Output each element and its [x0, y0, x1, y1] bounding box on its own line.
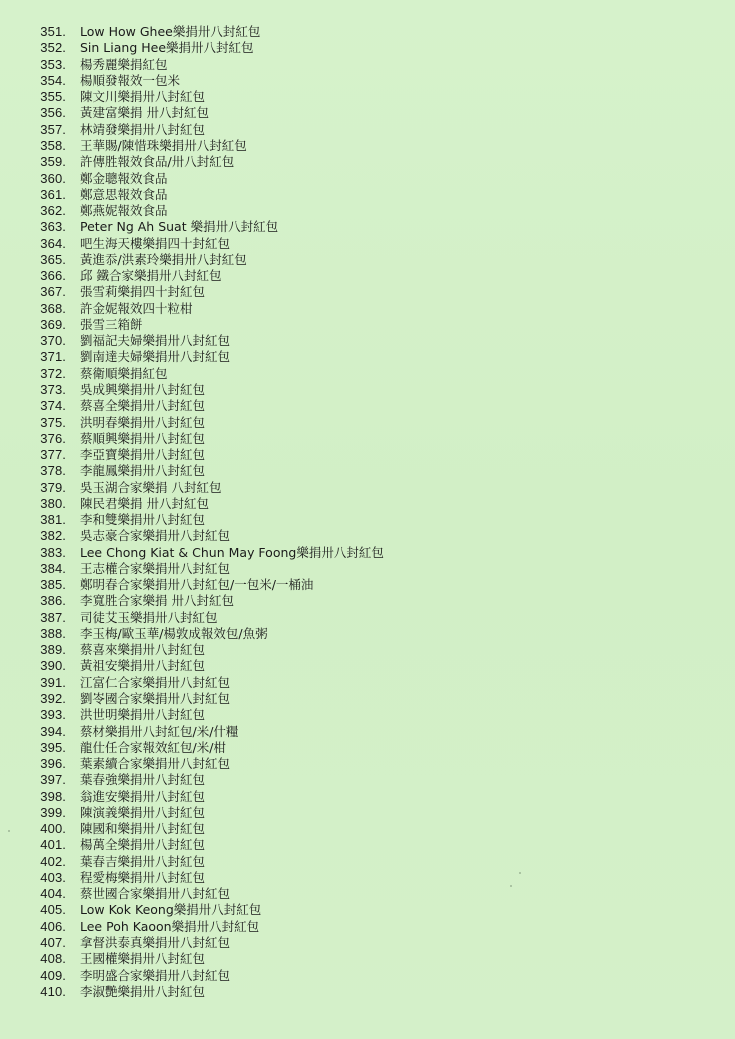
entry-text: 張雪莉樂捐四十封紅包 — [80, 284, 206, 300]
entry-text: Low How Ghee樂捐卅八封紅包 — [80, 24, 261, 40]
list-item — [0, 301, 735, 317]
entry-text: 楊秀麗樂捐紅包 — [80, 56, 168, 72]
entry-text: 蔡順興樂捐卅八封紅包 — [80, 430, 206, 446]
list-item — [0, 870, 735, 886]
list-item — [0, 203, 735, 219]
entry-number: 373. — [40, 381, 66, 397]
entry-text: 鄭金聰報效食品 — [80, 170, 168, 186]
list-item — [0, 154, 735, 170]
entry-number: 404. — [40, 886, 66, 902]
list-item — [0, 707, 735, 723]
list-item — [0, 740, 735, 756]
list-item — [0, 447, 735, 463]
list-item — [0, 235, 735, 251]
entry-text: 劉岺國合家樂捐卅八封紅包 — [80, 691, 231, 707]
entry-text: 楊順發報效一包米 — [80, 72, 181, 88]
entry-number: 358. — [40, 137, 66, 153]
entry-text: Low Kok Keong樂捐卅八封紅包 — [80, 902, 262, 918]
list-item — [0, 951, 735, 967]
list-item — [0, 105, 735, 121]
list-item — [0, 463, 735, 479]
entry-text: 吧生海天樓樂捐四十封紅包 — [80, 235, 231, 251]
entry-number: 402. — [40, 853, 66, 869]
entry-text: 王華賜/陳惜珠樂捐卅八封紅包 — [80, 137, 247, 153]
entry-number: 384. — [40, 560, 66, 576]
list-item — [0, 788, 735, 804]
entry-text: 鄭燕妮報效食品 — [80, 203, 168, 219]
list-item — [0, 24, 735, 40]
entry-number: 398. — [40, 788, 66, 804]
entry-text: 李寬胜合家樂捐 卅八封紅包 — [80, 593, 234, 609]
list-item — [0, 57, 735, 73]
entry-number: 381. — [40, 512, 66, 528]
entry-number: 405. — [40, 902, 66, 918]
entry-number: 397. — [40, 772, 66, 788]
entry-text: 林靖發樂捐卅八封紅包 — [80, 121, 206, 137]
entry-number: 351. — [40, 24, 66, 40]
entry-text: 鄭明春合家樂捐卅八封紅包/一包米/一桶油 — [80, 577, 314, 593]
donor-list — [0, 24, 735, 1000]
list-item — [0, 219, 735, 235]
entry-number: 403. — [40, 869, 66, 885]
list-item — [0, 967, 735, 983]
list-item — [0, 170, 735, 186]
list-item — [0, 837, 735, 853]
list-item — [0, 919, 735, 935]
entry-number: 357. — [40, 121, 66, 137]
entry-text: 王國權樂捐卅八封紅包 — [80, 951, 206, 967]
entry-text: 許傳胜報效食品/卅八封紅包 — [80, 154, 235, 170]
entry-text: 黃進忝/洪素玲樂捐卅八封紅包 — [80, 251, 247, 267]
entry-text: 張雪三箱餅 — [80, 316, 143, 332]
entry-number: 407. — [40, 935, 66, 950]
list-item — [0, 496, 735, 512]
entry-text: 蔡喜來樂捐卅八封紅包 — [80, 642, 206, 658]
entry-text: 李亞寶樂捐卅八封紅包 — [80, 447, 206, 463]
entry-text: 李龍鳳樂捐卅八封紅包 — [80, 463, 206, 479]
entry-number: 383. — [40, 544, 66, 560]
entry-number: 364. — [40, 235, 66, 251]
entry-text: 司徒艾玉樂捐卅八封紅包 — [80, 609, 218, 625]
entry-number: 382. — [40, 528, 66, 544]
entry-number: 353. — [40, 56, 66, 72]
entry-text: 葉春強樂捐卅八封紅包 — [80, 772, 206, 788]
list-item — [0, 805, 735, 821]
entry-number: 401. — [40, 837, 66, 853]
entry-number: 410. — [40, 983, 66, 999]
entry-text: 劉南達夫婦樂捐卅八封紅包 — [80, 349, 231, 365]
entry-number: 378. — [40, 463, 66, 479]
entry-number: 377. — [40, 447, 66, 463]
list-item — [0, 545, 735, 561]
entry-number: 396. — [40, 756, 66, 772]
entry-text: Peter Ng Ah Suat 樂捐卅八封紅包 — [80, 219, 279, 235]
entry-text: 龍仕任合家報效紅包/米/柑 — [80, 739, 226, 755]
paper-speck — [8, 830, 10, 832]
list-item — [0, 528, 735, 544]
entry-text: 鄭意思報效食品 — [80, 186, 168, 202]
entry-number: 394. — [40, 723, 66, 739]
paper-speck — [519, 872, 521, 874]
list-item — [0, 138, 735, 154]
entry-number: 374. — [40, 398, 66, 414]
entry-number: 356. — [40, 105, 66, 121]
entry-text: 許金妮報效四十粒柑 — [80, 300, 193, 316]
entry-text: Lee Poh Kaoon樂捐卅八封紅包 — [80, 918, 260, 934]
entry-number: 355. — [40, 89, 66, 105]
list-item — [0, 984, 735, 1000]
entry-number: 363. — [40, 219, 66, 235]
list-item — [0, 626, 735, 642]
entry-text: 洪世明樂捐卅八封紅包 — [80, 707, 206, 723]
entry-number: 354. — [40, 72, 66, 88]
entry-text: 李淑艷樂捐卅八封紅包 — [80, 983, 206, 999]
entry-text: 翁進安樂捐卅八封紅包 — [80, 788, 206, 804]
list-item — [0, 414, 735, 430]
entry-text: 吳玉湖合家樂捐 八封紅包 — [80, 479, 222, 495]
entry-number: 400. — [40, 821, 66, 837]
list-item — [0, 902, 735, 918]
entry-number: 390. — [40, 658, 66, 674]
entry-text: 葉素續合家樂捐卅八封紅包 — [80, 756, 231, 772]
list-item — [0, 593, 735, 609]
entry-text: Sin Liang Hee樂捐卅八封紅包 — [80, 40, 254, 56]
entry-number: 389. — [40, 642, 66, 658]
list-item — [0, 431, 735, 447]
list-item — [0, 284, 735, 300]
entry-text: 葉春吉樂捐卅八封紅包 — [80, 853, 206, 869]
list-item — [0, 317, 735, 333]
list-item — [0, 723, 735, 739]
list-item — [0, 935, 735, 951]
list-item — [0, 642, 735, 658]
entry-number: 395. — [40, 739, 66, 755]
entry-text: 王志權合家樂捐卅八封紅包 — [80, 560, 231, 576]
entry-number: 352. — [40, 40, 66, 56]
entry-text: 蔡衛順樂捐紅包 — [80, 365, 168, 381]
entry-number: 399. — [40, 804, 66, 820]
entry-number: 359. — [40, 154, 66, 170]
list-item — [0, 268, 735, 284]
entry-text: 吳成興樂捐卅八封紅包 — [80, 381, 206, 397]
entry-number: 372. — [40, 365, 66, 381]
entry-number: 370. — [40, 333, 66, 349]
entry-number: 409. — [40, 967, 66, 983]
entry-text: 江富仁合家樂捐卅八封紅包 — [80, 674, 231, 690]
list-item — [0, 333, 735, 349]
list-item — [0, 772, 735, 788]
entry-text: 陳文川樂捐卅八封紅包 — [80, 89, 206, 105]
entry-text: 黃祖安樂捐卅八封紅包 — [80, 658, 206, 674]
entry-text: 陳國和樂捐卅八封紅包 — [80, 821, 206, 837]
entry-text: 洪明春樂捐卅八封紅包 — [80, 414, 206, 430]
list-item — [0, 577, 735, 593]
entry-number: 379. — [40, 479, 66, 495]
entry-number: 391. — [40, 674, 66, 690]
entry-text: 蔡世國合家樂捐卅八封紅包 — [80, 886, 231, 902]
list-item — [0, 512, 735, 528]
list-item — [0, 89, 735, 105]
entry-number: 387. — [40, 609, 66, 625]
list-item — [0, 675, 735, 691]
entry-text: 拿督洪泰真樂捐卅八封紅包 — [80, 935, 231, 950]
list-item — [0, 854, 735, 870]
entry-number: 368. — [40, 300, 66, 316]
entry-number: 361. — [40, 186, 66, 202]
list-item — [0, 561, 735, 577]
list-item — [0, 479, 735, 495]
entry-text: Lee Chong Kiat & Chun May Foong樂捐卅八封紅包 — [80, 544, 384, 560]
list-item — [0, 658, 735, 674]
entry-number: 369. — [40, 316, 66, 332]
entry-number: 408. — [40, 951, 66, 967]
entry-number: 388. — [40, 625, 66, 641]
entry-number: 376. — [40, 430, 66, 446]
entry-text: 吳志豪合家樂捐卅八封紅包 — [80, 528, 231, 544]
entry-text: 李和雙樂捐卅八封紅包 — [80, 512, 206, 528]
entry-number: 393. — [40, 707, 66, 723]
entry-number: 392. — [40, 691, 66, 707]
entry-text: 黃建富樂捐 卅八封紅包 — [80, 105, 209, 121]
list-item — [0, 252, 735, 268]
entry-text: 邱 鐵合家樂捐卅八封紅包 — [80, 268, 222, 284]
entry-text: 蔡材樂捐卅八封紅包/米/什糧 — [80, 723, 239, 739]
list-item — [0, 756, 735, 772]
entry-text: 陳民君樂捐 卅八封紅包 — [80, 495, 209, 511]
list-item — [0, 886, 735, 902]
entry-text: 程愛梅樂捐卅八封紅包 — [80, 869, 206, 885]
list-item — [0, 73, 735, 89]
list-item — [0, 382, 735, 398]
paper-speck — [510, 885, 512, 887]
entry-number: 362. — [40, 203, 66, 219]
list-item — [0, 610, 735, 626]
entry-number: 371. — [40, 349, 66, 365]
entry-number: 385. — [40, 577, 66, 593]
list-item — [0, 821, 735, 837]
list-item — [0, 187, 735, 203]
entry-text: 劉福記夫婦樂捐卅八封紅包 — [80, 333, 231, 349]
entry-text: 蔡喜全樂捐卅八封紅包 — [80, 398, 206, 414]
list-item — [0, 366, 735, 382]
entry-number: 375. — [40, 414, 66, 430]
entry-number: 386. — [40, 593, 66, 609]
list-item — [0, 40, 735, 56]
entry-number: 365. — [40, 251, 66, 267]
entry-text: 李玉梅/歐玉華/楊敦成報效包/魚粥 — [80, 625, 268, 641]
entry-text: 李明盛合家樂捐卅八封紅包 — [80, 967, 231, 983]
entry-number: 406. — [40, 918, 66, 934]
entry-number: 367. — [40, 284, 66, 300]
entry-number: 366. — [40, 268, 66, 284]
entry-text: 陳演義樂捐卅八封紅包 — [80, 804, 206, 820]
entry-number: 360. — [40, 170, 66, 186]
list-item — [0, 122, 735, 138]
entry-number: 380. — [40, 495, 66, 511]
list-item — [0, 691, 735, 707]
entry-text: 楊萬全樂捐卅八封紅包 — [80, 837, 206, 853]
list-item — [0, 349, 735, 365]
list-item — [0, 398, 735, 414]
